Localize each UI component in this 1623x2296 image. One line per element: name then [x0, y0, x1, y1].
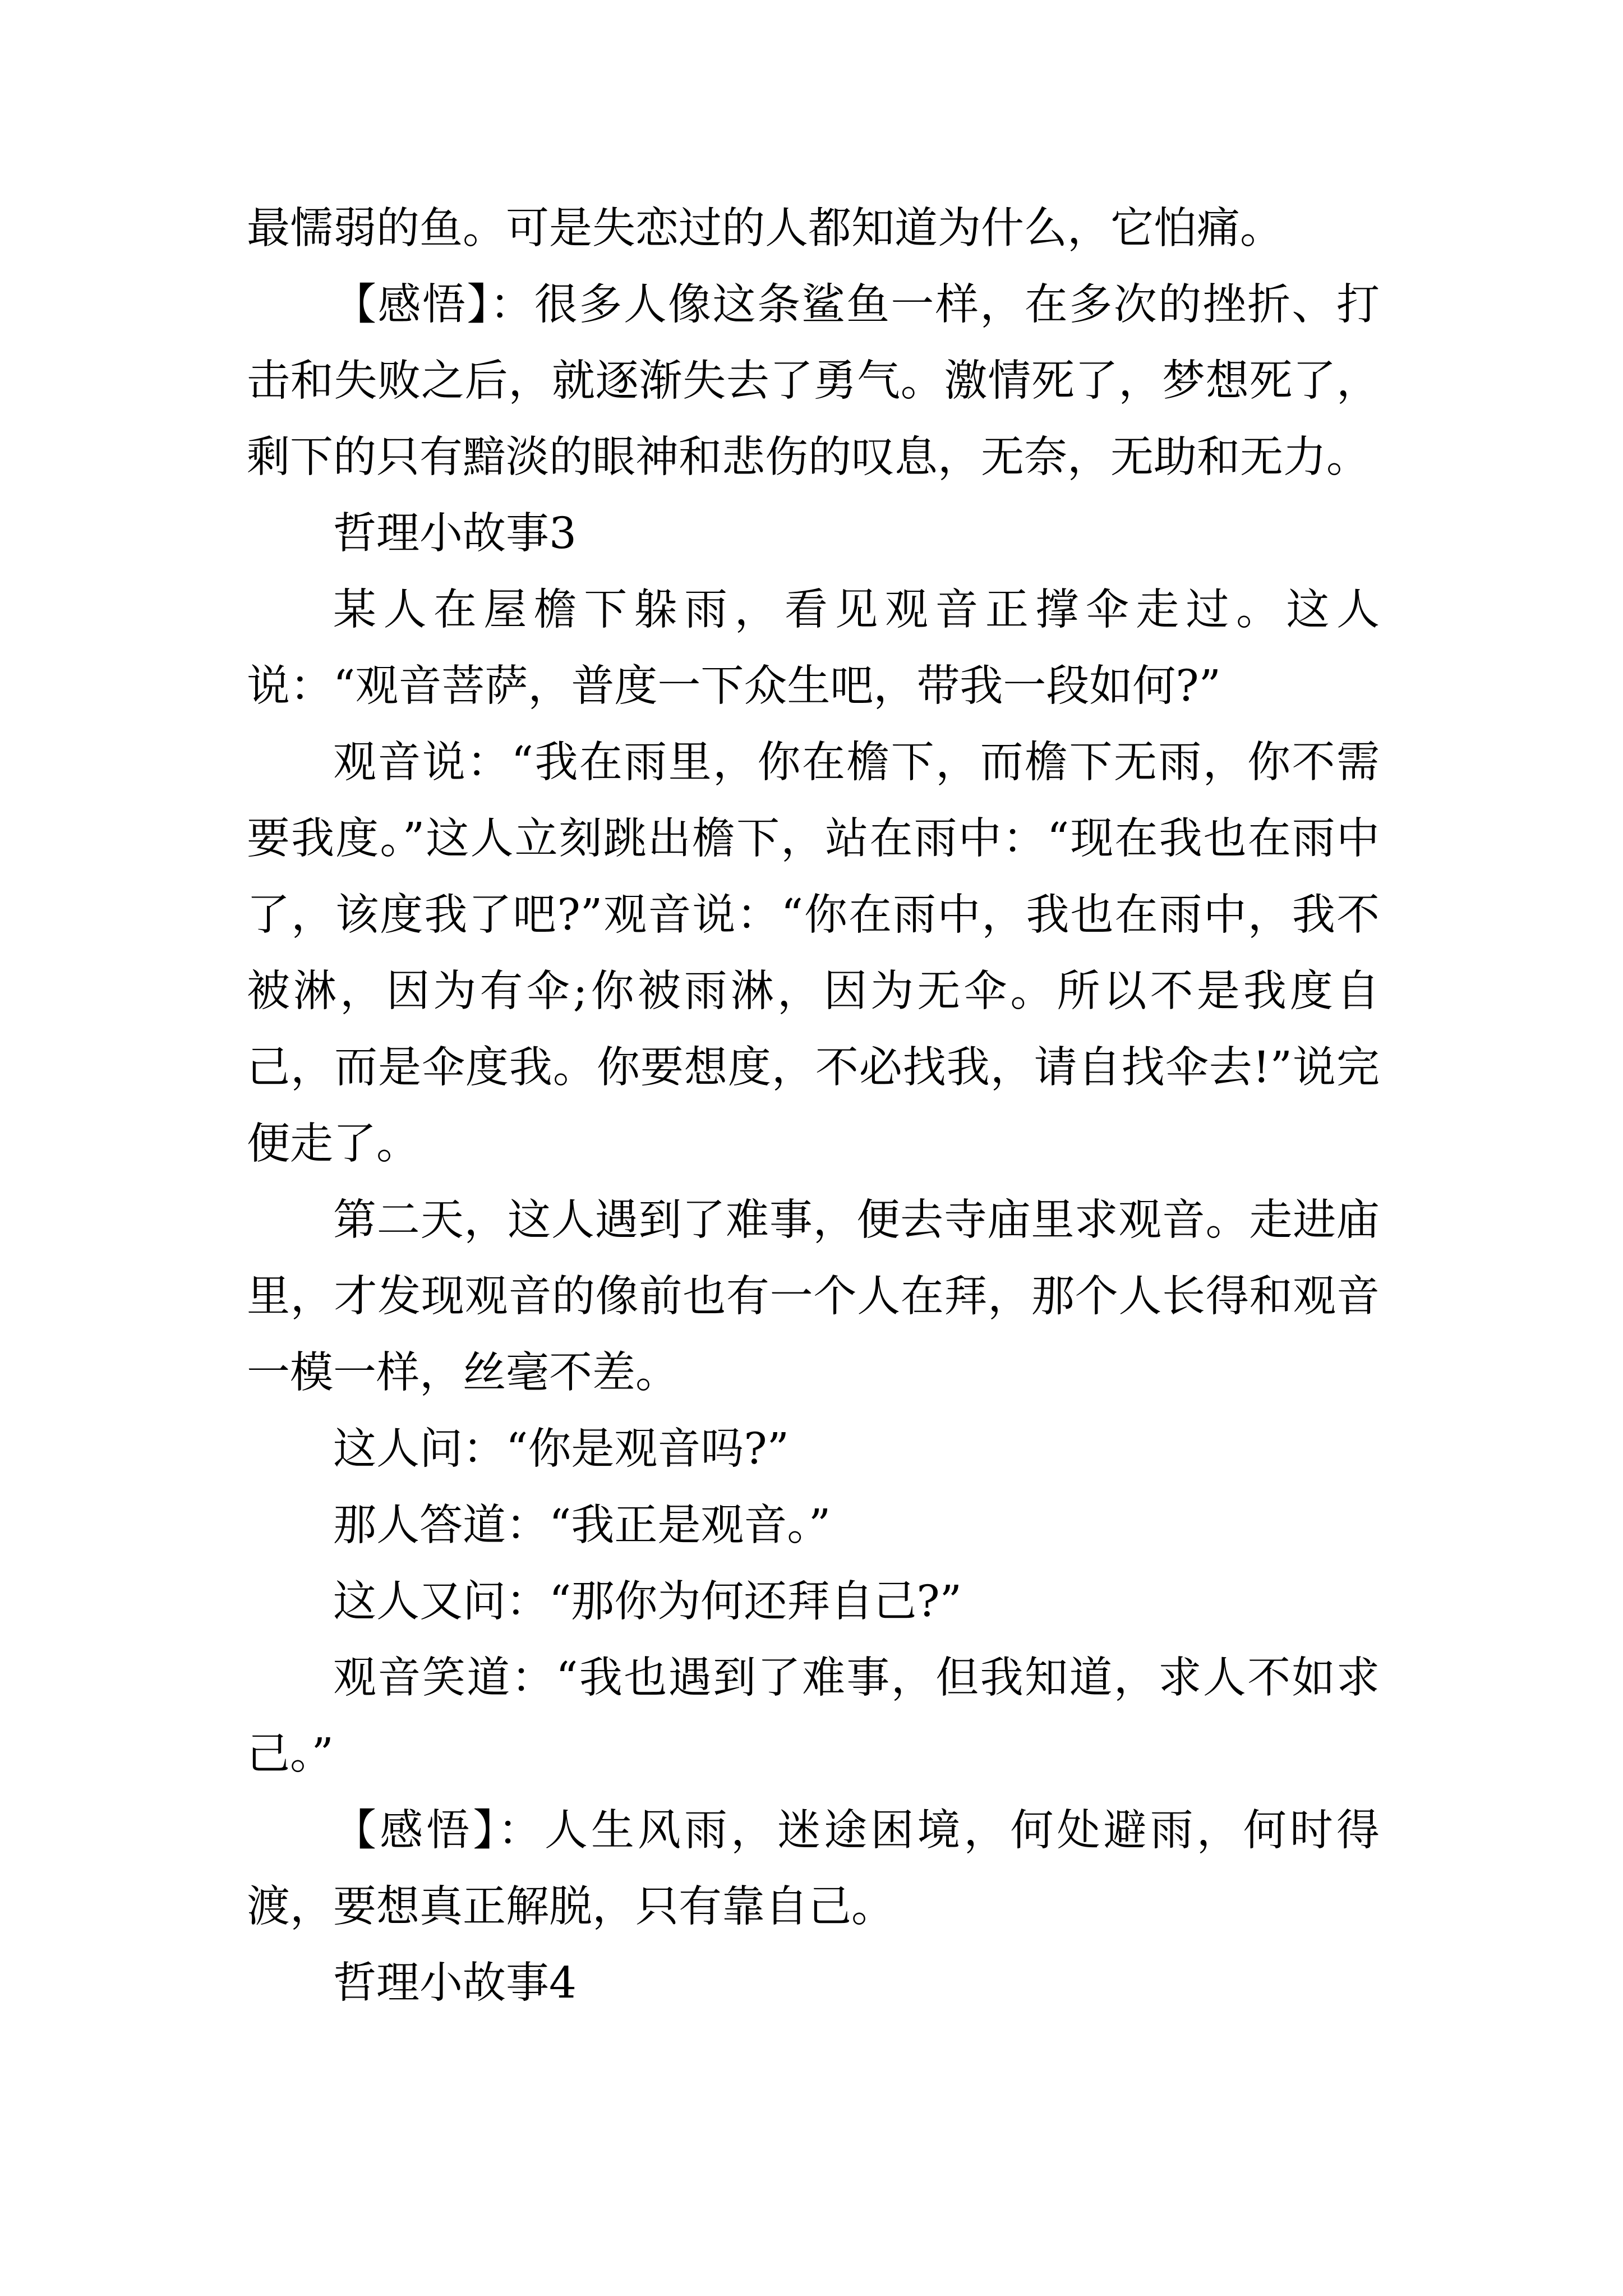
insight-paragraph-rain: 【感悟】：人生风雨，迷途困境，何处避雨，何时得渡，要想真正解脱，只有靠自己。	[247, 1806, 1380, 1932]
dialogue-line-answer-2: 观音笑道：“我也遇到了难事，但我知道，求人不如求己。”	[247, 1653, 1380, 1779]
dialogue-line-question-2: 这人又问：“那你为何还拜自己?”	[333, 1577, 962, 1627]
story-heading-3: 哲理小故事3	[333, 509, 577, 559]
document-body	[247, 191, 1380, 2022]
paragraph-continuation: 最懦弱的鱼。可是失恋过的人都知道为什么，它怕痛。	[247, 204, 1283, 254]
dialogue-line-answer: 那人答道：“我正是观音。”	[333, 1501, 831, 1550]
dialogue-line-question: 这人问：“你是观音吗?”	[333, 1424, 790, 1474]
story-paragraph-umbrella: 观音说：“我在雨里，你在檐下，而檐下无雨，你不需要我度。”这人立刻跳出檐下，站在雨中：“现在我也在雨中了，该度我了吧?”观音说：“你在雨中，我也在雨中，我不被淋，因为有伞;你被雨淋，因为无伞。所以不是我度自己，而是伞度我。你要想度，不必找我，请自找伞去!”说完便走了。	[247, 738, 1380, 1169]
story-paragraph-temple: 第二天，这人遇到了难事，便去寺庙里求观音。走进庙里，才发现观音的像前也有一个人在拜，那个人长得和观音一模一样，丝毫不差。	[247, 1195, 1380, 1398]
story-heading-4: 哲理小故事4	[333, 1958, 577, 2008]
insight-paragraph-shark: 【感悟】：很多人像这条鲨鱼一样，在多次的挫折、打击和失败之后，就逐渐失去了勇气。激情死了，梦想死了，剩下的只有黯淡的眼神和悲伤的叹息，无奈，无助和无力。	[247, 280, 1380, 482]
story-paragraph-rain: 某人在屋檐下躲雨，看见观音正撑伞走过。这人说：“观音菩萨，普度一下众生吧，带我一段如何?”	[247, 585, 1380, 711]
